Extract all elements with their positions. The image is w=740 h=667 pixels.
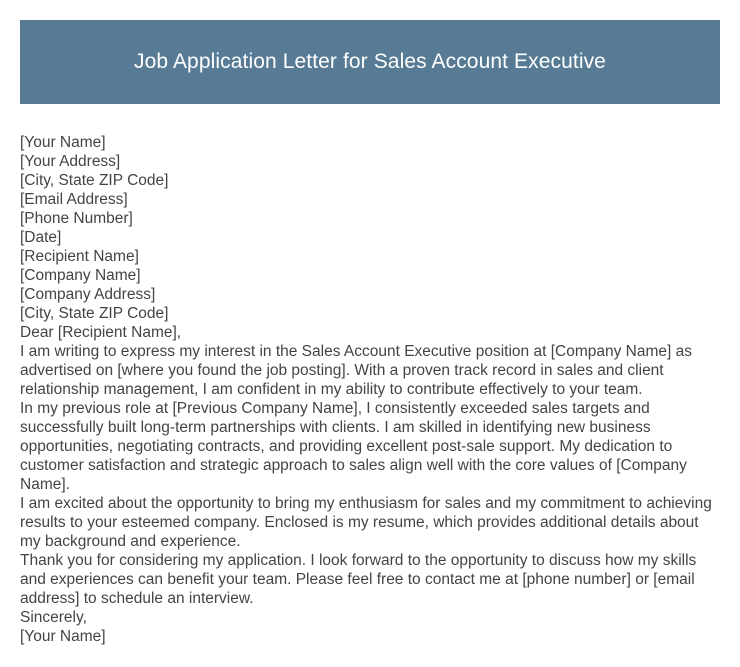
recipient-name: [Recipient Name] — [20, 248, 139, 265]
sender-email: [Email Address] — [20, 191, 128, 208]
recipient-company-address: [Company Address] — [20, 286, 156, 303]
paragraph-experience: In my previous role at [Previous Company Name], I consistently exceeded sales targets and successfully built long-term partnerships with clients. I am skilled in identifying new business opportunities, negotiating contracts, and providing excellent post-sale support. My dedication to customer satisfaction and strategic approach to sales align well with the core values of [Company Name]. — [20, 400, 687, 493]
sender-phone: [Phone Number] — [20, 210, 133, 227]
recipient-company: [Company Name] — [20, 267, 141, 284]
sender-address: [Your Address] — [20, 153, 121, 170]
page-title: Job Application Letter for Sales Account Executive — [134, 50, 606, 73]
recipient-city-state-zip: [City, State ZIP Code] — [20, 305, 169, 322]
salutation: Dear [Recipient Name], — [20, 324, 182, 341]
sender-name: [Your Name] — [20, 134, 106, 151]
title-banner — [20, 20, 720, 104]
sender-city-state-zip: [City, State ZIP Code] — [20, 172, 169, 189]
signature: [Your Name] — [20, 628, 106, 645]
paragraph-intro: I am writing to express my interest in the Sales Account Executive position at [Company Name] as advertised on [where you found the job posting]. With a proven track record in sales and client relationship management, I am confident in my ability to contribute effectively to your team. — [20, 343, 692, 398]
paragraph-enthusiasm: I am excited about the opportunity to bring my enthusiasm for sales and my commitment to achieving results to your esteemed company. Enclosed is my resume, which provides additional details about my background and experience. — [20, 495, 712, 550]
closing: Sincerely, — [20, 609, 87, 626]
letter-body — [20, 133, 720, 646]
paragraph-thanks: Thank you for considering my application. I look forward to the opportunity to discuss how my skills and experiences can benefit your team. Please feel free to contact me at [phone number] or [email address] to schedule an interview. — [20, 552, 697, 607]
letter-date: [Date] — [20, 229, 62, 246]
